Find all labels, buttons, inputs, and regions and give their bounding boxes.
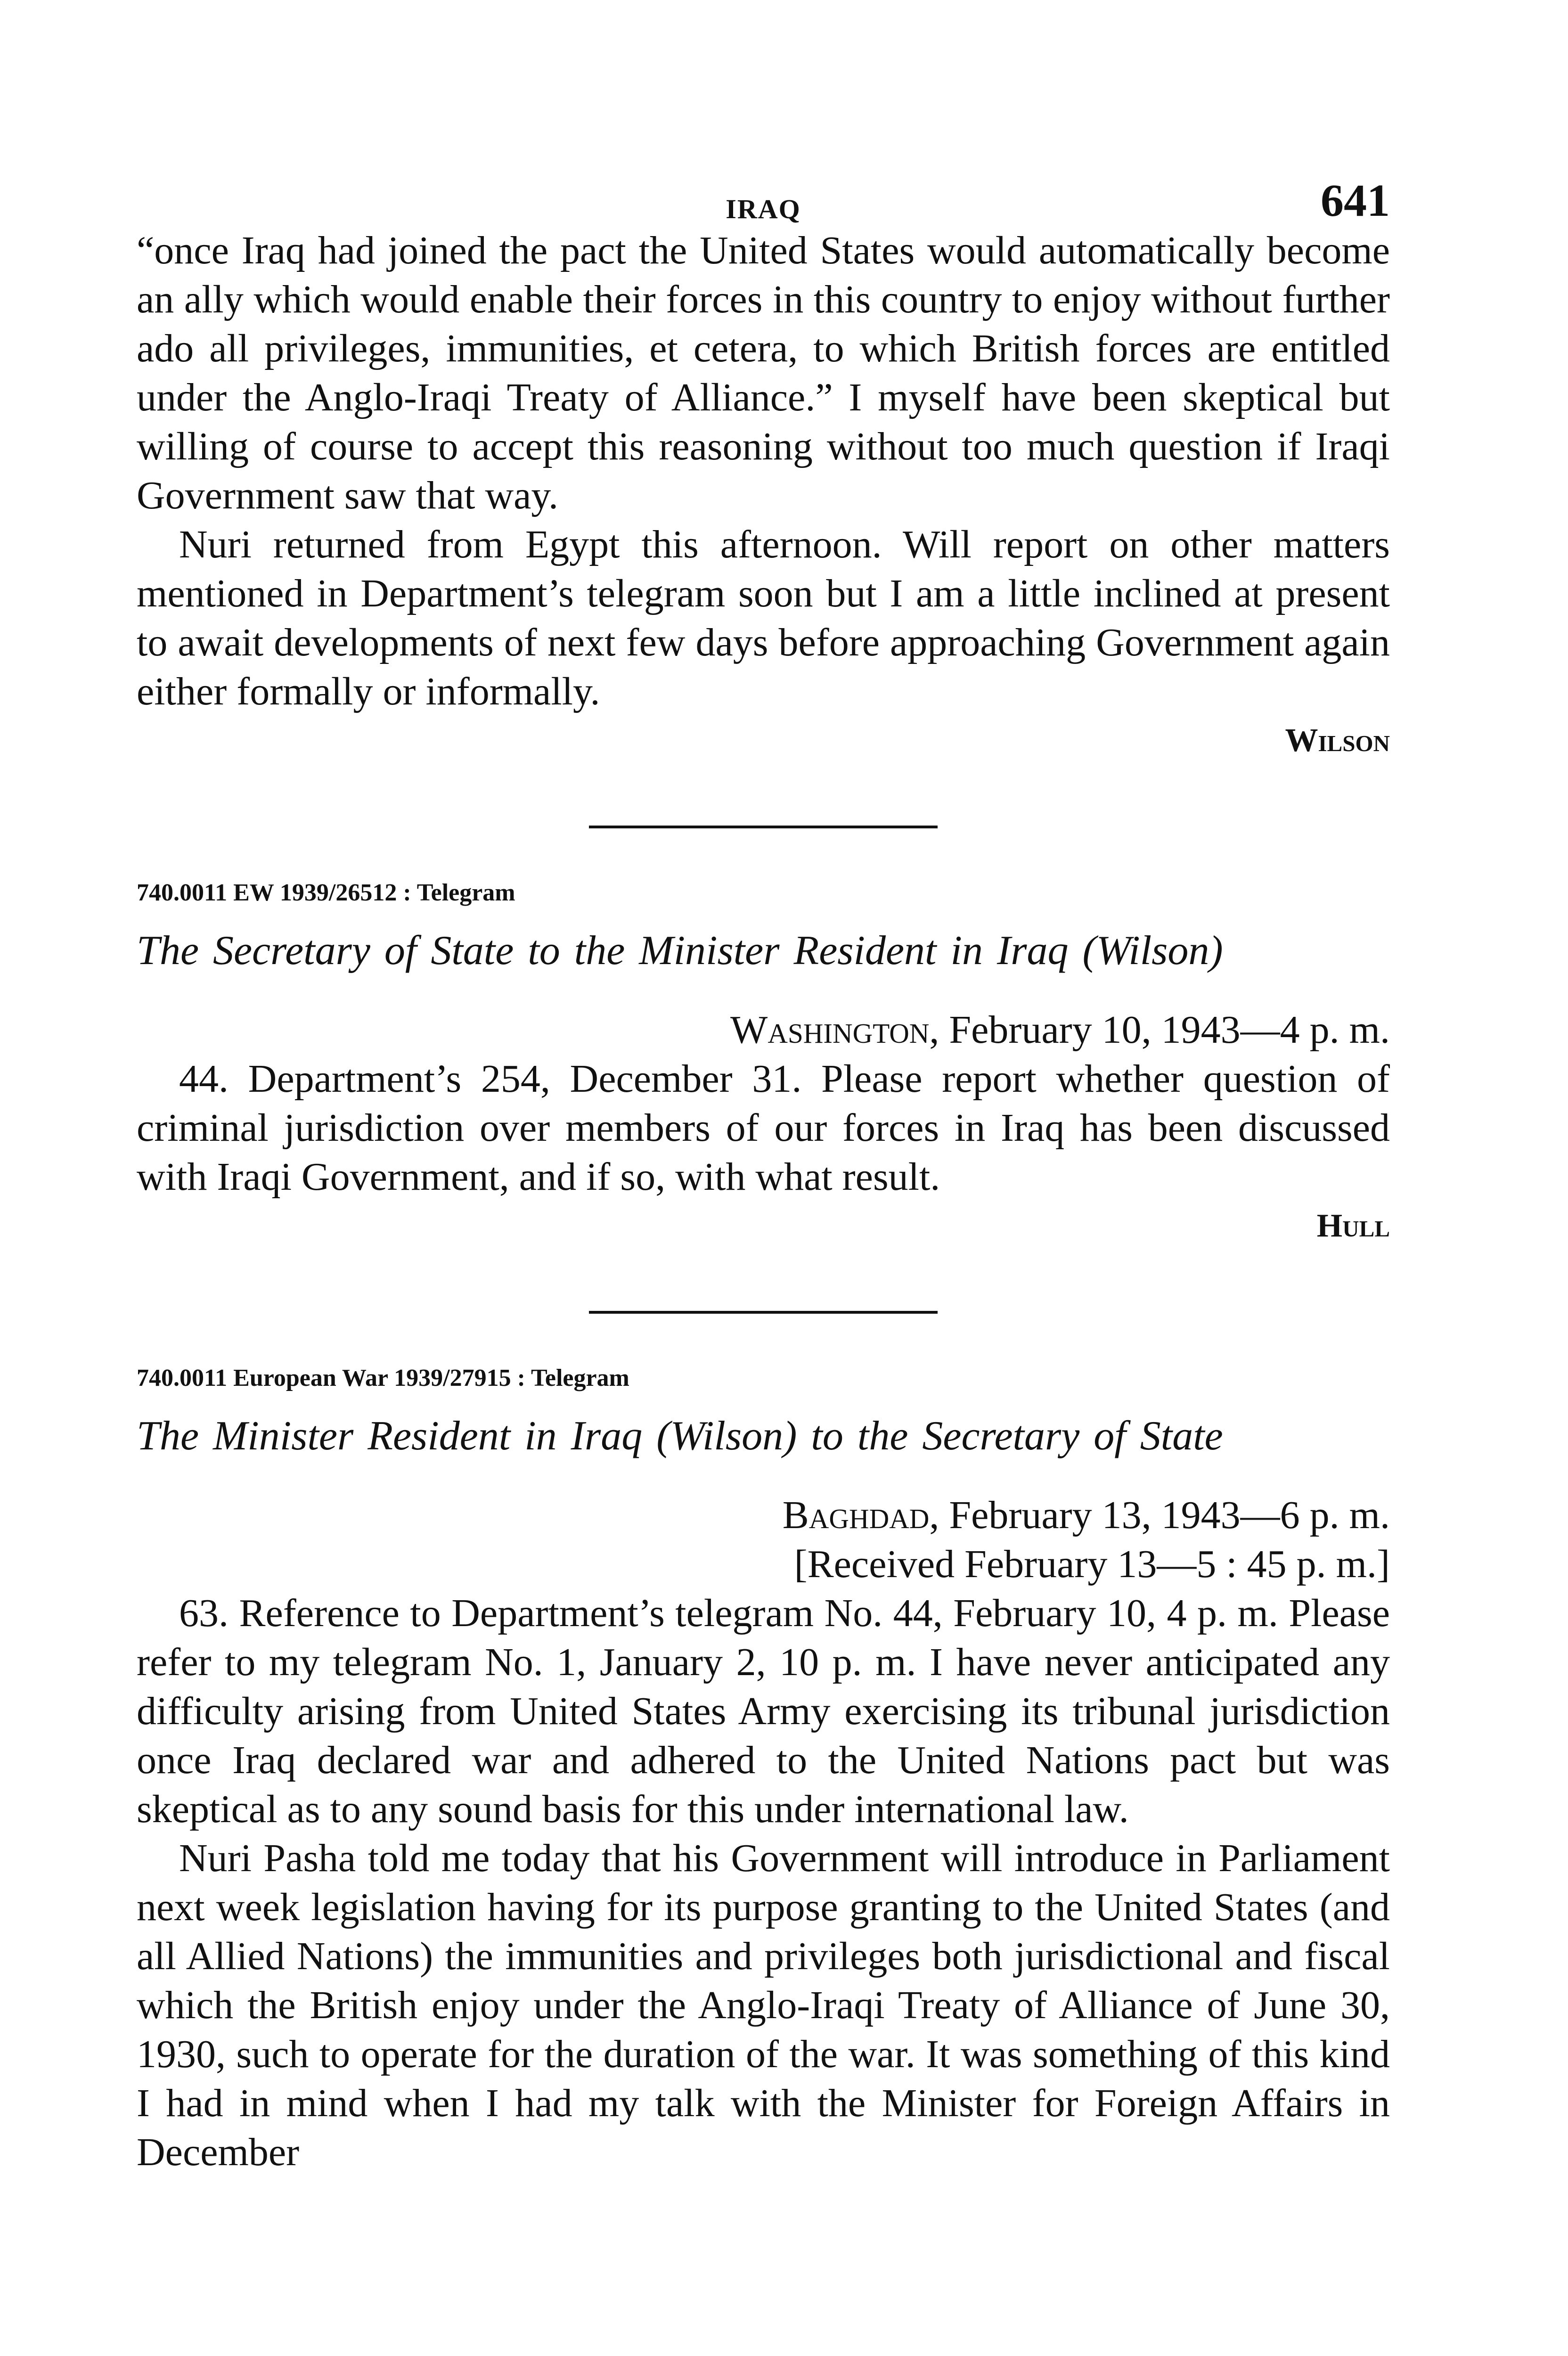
dateline-date: February 13, 1943—6 p. m. [939,1493,1390,1537]
intro-paragraph-1: “once Iraq had joined the pact the United States would automatically become an ally which would enable their forces in this country to enjoy without further ado all privileges, immunities, et cetera, to which British forces are entitled under the Anglo-Iraqi Treaty of Alliance.” I myself have been skeptical but willing of course to accept this reasoning without too much question if Iraqi Government saw that way. [137,229,1390,517]
document-page [137,174,1390,2177]
dateline-place: Baghdad, [782,1493,939,1537]
document-title: The Minister Resident in Iraq (Wilson) to the Secretary of State [137,1413,1223,1459]
section-divider [589,826,938,828]
intro-paragraph-2: Nuri returned from Egypt this afternoon. Will report on other matters mentioned in Department’s telegram soon but I am a little inclined at present to await developments of next few days before approaching Government again either formally or informally. [137,523,1390,713]
dateline-place: Washington, [730,1008,939,1052]
page-number: 641 [1321,175,1390,226]
dateline [137,1006,1390,1055]
running-head [137,174,1390,226]
dateline [137,1491,1390,1540]
section-divider [589,1311,938,1314]
document-1 [137,876,1390,1251]
received-line: [Received February 13—5 : 45 p. m.] [794,1542,1390,1586]
signature-wilson: Wilson [1285,722,1390,759]
document-paragraph-2: Nuri Pasha told me today that his Government will introduce in Parliament next week legislation having for its purpose granting to the United States (and all Allied Nations) the immunities and privileges both jurisdictional and fiscal which the British enjoy under the Anglo-Iraqi Treaty of Alliance of June 30, 1930, such to operate for the duration of the war. It was something of this kind I had in mind when I had my talk with the Minister for Foreign Affairs in December [137,1836,1390,2174]
document-title: The Secretary of State to the Minister Resident in Iraq (Wilson) [137,928,1223,973]
document-paragraph: 44. Department’s 254, December 31. Please report whether question of criminal jurisdiction over members of our forces in Iraq has been discussed with Iraqi Government, and if so, with what result. [137,1057,1390,1199]
dateline-date: February 10, 1943—4 p. m. [939,1008,1390,1052]
file-number: 740.0011 European War 1939/27915 : Telegram [137,1365,629,1391]
signature-hull: Hull [1316,1208,1390,1244]
document-paragraph-1: 63. Reference to Department’s telegram No. 44, February 10, 4 p. m. Please refer to my telegram No. 1, January 2, 10 p. m. I have never anticipated any difficulty arising from United States Army exercising its tribunal jurisdiction once Iraq declared war and adhered to the United Nations pact but was skeptical as to any sound basis for this under international law. [137,1591,1390,1831]
running-head-title: IRAQ [726,194,801,224]
document-2 [137,1362,1390,2177]
file-number: 740.0011 EW 1939/26512 : Telegram [137,879,515,906]
intro-section [137,226,1390,765]
